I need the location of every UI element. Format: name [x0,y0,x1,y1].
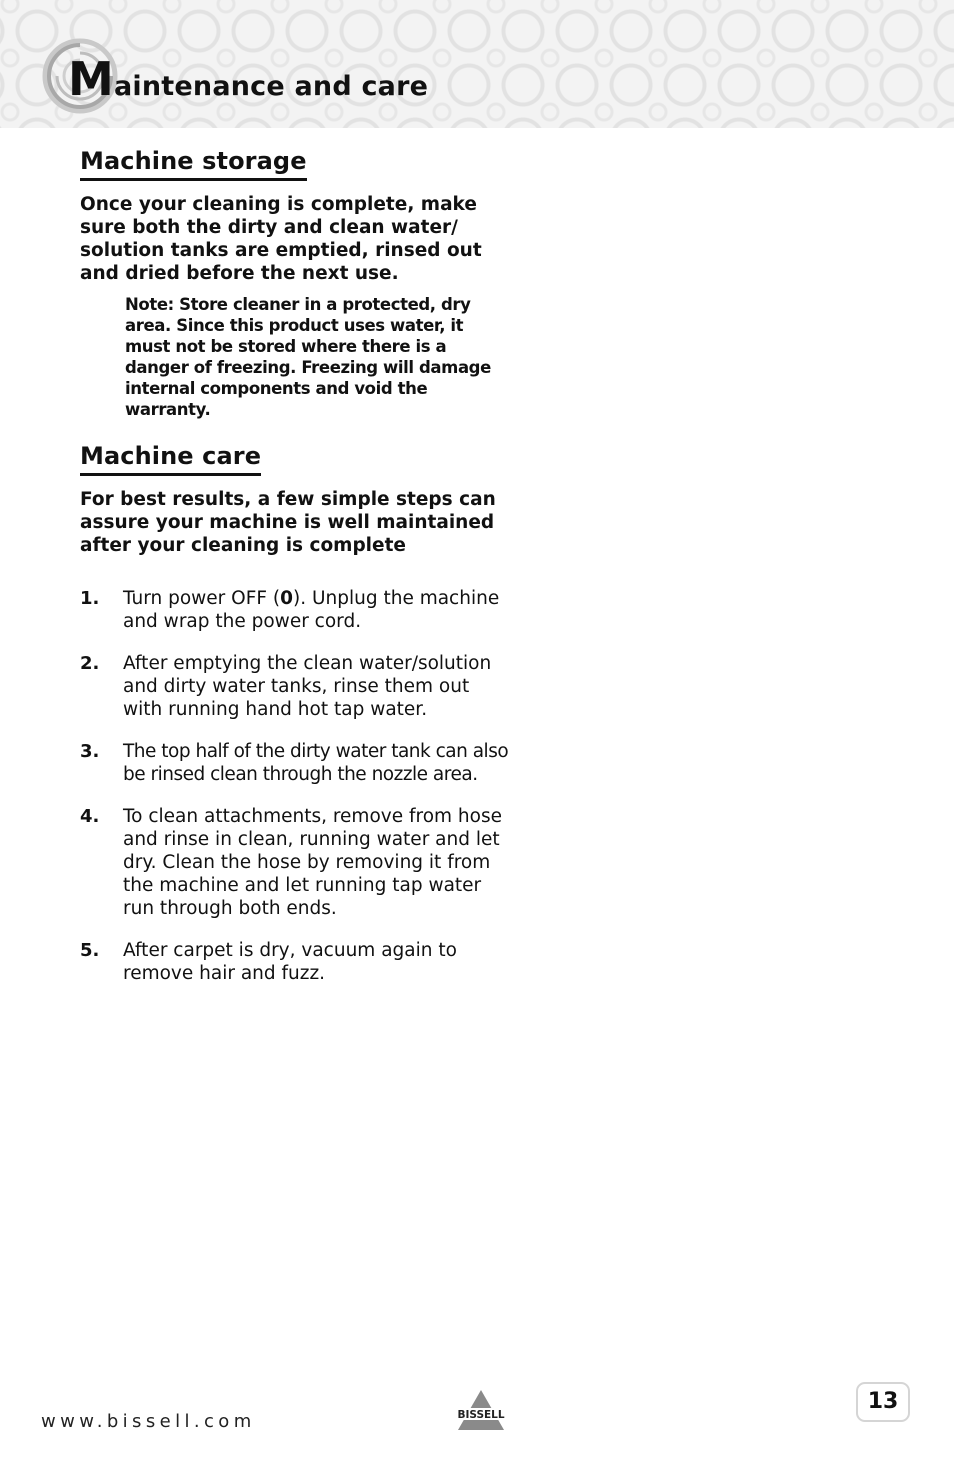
step-text: After emptying the clean water/solution and dirty water tanks, rinse them out with running hand hot tap water. [123,653,492,720]
step-number: 5. [80,940,100,961]
step-text [123,587,510,633]
page-title-initial: M [68,52,114,106]
page-title-rest: aintenance and care [113,71,429,102]
main-content [80,147,510,1004]
logo-wordmark: BISSELL [457,1409,505,1421]
step-number: 2. [80,653,100,674]
list-item [80,939,510,985]
list-item [80,740,510,786]
machine-storage-heading: Machine storage [80,147,307,181]
list-item [80,652,510,721]
step-text-part: ). Unplug the machine and wrap the power cord. [123,588,500,632]
storage-note: Note: Store cleaner in a protected, dry area. Since this product uses water, it must not be stored where there is a danger of freezing. Freezing will damage internal components and void the warranty. [125,295,491,419]
page-number: 13 [856,1382,910,1422]
storage-intro: Once your cleaning is complete, make sure both the dirty and clean water/ solution tanks are emptied, rinsed out and dried before the next use. [80,194,482,284]
step-text: The top half of the dirty water tank can also be rinsed clean through the nozzle area. [123,741,509,785]
machine-care-heading: Machine care [80,442,261,476]
step-text-part: Turn power OFF ( [123,588,281,609]
care-steps-list [80,587,510,985]
bissell-logo-icon [449,1388,513,1432]
step-text: After carpet is dry, vacuum again to remove hair and fuzz. [123,940,457,984]
power-off-symbol: 0 [280,588,293,609]
step-number: 4. [80,806,100,827]
footer-url: www.bissell.com [41,1411,256,1432]
care-intro: For best results, a few simple steps can assure your machine is well maintained after your cleaning is complete [80,489,496,556]
step-text: To clean attachments, remove from hose and rinse in clean, running water and let dry. Clean the hose by removing it from the machine and let running tap water run through both ends. [123,806,502,919]
page-title [68,52,429,106]
step-number: 3. [80,741,100,762]
step-number: 1. [80,588,100,609]
list-item [80,805,510,920]
list-item [80,587,510,633]
